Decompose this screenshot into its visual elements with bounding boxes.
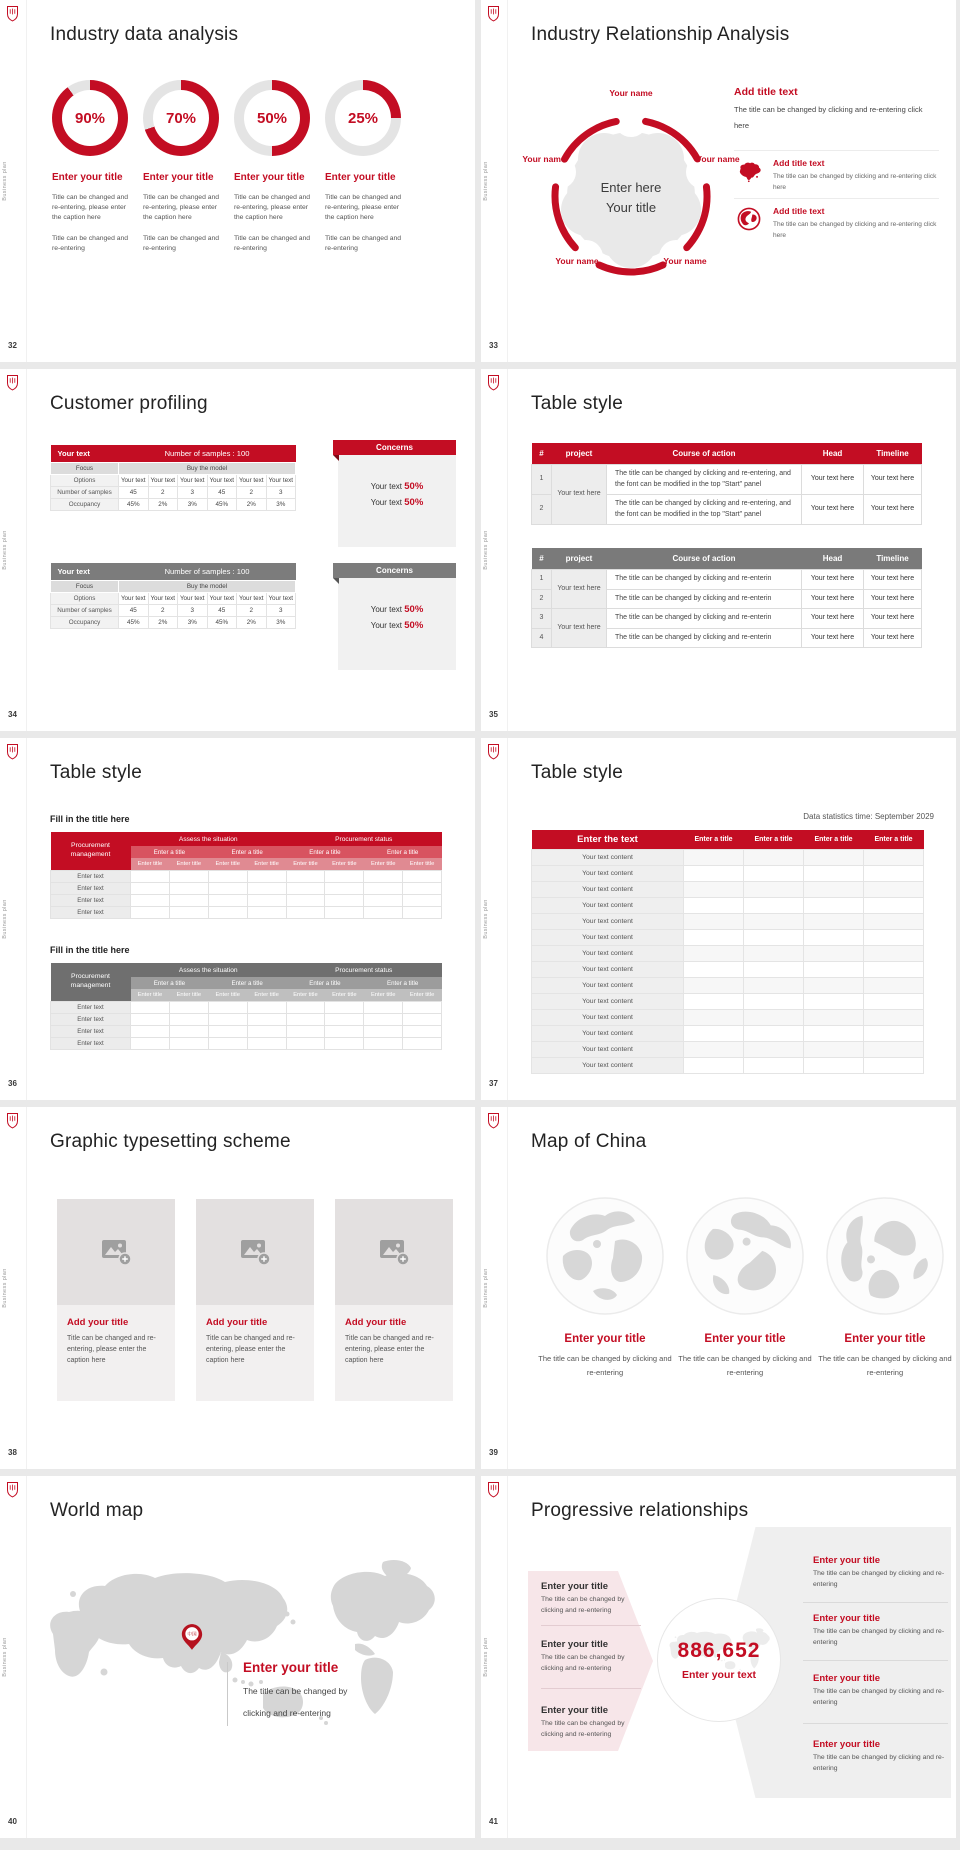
item-caption: The title can be changed by clicking and re-entering (541, 1654, 625, 1672)
empty-cell (804, 978, 864, 994)
empty-cell (744, 1042, 804, 1058)
data-table (531, 830, 924, 1074)
item-caption: The title can be changed by clicking and re-entering click here (773, 221, 937, 240)
empty-cell (804, 1058, 864, 1074)
globe-icon (737, 207, 761, 231)
empty-cell (684, 1026, 744, 1042)
empty-cell (804, 930, 864, 946)
card-text (335, 1305, 453, 1401)
center-line1: Enter here (600, 180, 662, 195)
image-placeholder (57, 1199, 175, 1305)
row-label: Your text content (532, 882, 684, 898)
card-title: Add your title (345, 1317, 407, 1328)
vertical-brand-label: Business plan (2, 899, 8, 939)
item-caption: Title can be changed and re-entering (234, 234, 311, 252)
empty-cell (744, 946, 804, 962)
donut-item (234, 80, 310, 254)
item-caption: The title can be changed by clicking and re-entering click here (773, 173, 937, 192)
item-title: Enter your title (541, 1705, 609, 1716)
empty-cell (744, 1010, 804, 1026)
empty-cell (744, 882, 804, 898)
vertical-brand-label: Business plan (483, 530, 489, 570)
cell: Number of samples (51, 487, 119, 499)
empty-cell (864, 1058, 924, 1074)
empty-cell (804, 994, 864, 1010)
empty-cell (864, 946, 924, 962)
item-title: Enter your title (564, 1333, 646, 1345)
empty-cell (864, 850, 924, 866)
shield-emblem-icon (487, 1481, 500, 1498)
slide-number: 38 (8, 1448, 17, 1457)
empty-cell (864, 1010, 924, 1026)
item-title: Enter your title (234, 172, 305, 183)
slide-39-thumbnail[interactable] (481, 1107, 956, 1469)
column-header: Enter a title (744, 830, 804, 850)
empty-cell (864, 914, 924, 930)
shield-emblem-icon (6, 374, 19, 391)
empty-cell (684, 866, 744, 882)
row-label: Your text content (532, 866, 684, 882)
divider (734, 150, 939, 151)
empty-cell (864, 930, 924, 946)
callout-body (338, 578, 456, 670)
globe-item (675, 1333, 815, 1381)
callout-line: Your text 50% (370, 620, 424, 631)
vertical-brand-label: Business plan (483, 161, 489, 201)
column-header: Enter a title (684, 830, 744, 850)
vertical-brand-label: Business plan (2, 530, 8, 570)
item-title: Enter your title (325, 172, 396, 183)
empty-cell (744, 994, 804, 1010)
card-text (196, 1305, 314, 1401)
empty-cell (864, 882, 924, 898)
row-label: Your text content (532, 994, 684, 1010)
empty-cell (804, 882, 864, 898)
list-item (813, 1555, 948, 1590)
pin-label: 中国 (187, 1631, 197, 1637)
add-image-icon (377, 1237, 411, 1267)
node-label: Your name (696, 154, 740, 164)
divider (26, 0, 27, 362)
empty-cell (804, 850, 864, 866)
card-caption: Title can be changed and re-entering, please enter the caption here (345, 1335, 434, 1364)
corner-header: Procurement management (51, 963, 131, 1002)
row-label: Your text content (532, 1010, 684, 1026)
cell: Options (51, 475, 119, 487)
donut-percent: 70% (153, 90, 209, 146)
section-title: Add title text (734, 86, 798, 98)
location-pin-icon (180, 1622, 204, 1652)
node-label: Your name (663, 256, 707, 266)
add-image-icon (238, 1237, 272, 1267)
shield-emblem-icon (6, 5, 19, 22)
empty-cell (864, 866, 924, 882)
globe-illustration (545, 1196, 665, 1316)
table-header: Your text (51, 563, 119, 581)
action-table-gray: # project Course of action Head Timeline 1 Your text here The title can be changed by clicking and re-enterin Your text here Your text here 2 The title can be changed by clicking and re-enterin Your text here Your text here 3 Your text here The title can be changed by clicking and re-enterin Your text here Your text here 4 The title can be changed by clicking and re-enterin Your text here Your text here (531, 548, 922, 648)
empty-cell (684, 930, 744, 946)
column-header: project (552, 443, 607, 465)
donut-item (52, 80, 128, 254)
column-header: Timeline (864, 443, 922, 465)
empty-cell (864, 1042, 924, 1058)
item-caption: Title can be changed and re-entering, please enter the caption here (234, 194, 311, 222)
center-line2: Your title (605, 200, 657, 216)
divider (26, 369, 27, 731)
add-image-icon (99, 1237, 133, 1267)
vertical-brand-label: Business plan (483, 899, 489, 939)
item-title: Enter your title (52, 172, 123, 183)
callout-ribbon: Concerns (333, 563, 456, 578)
list-item (541, 1705, 647, 1740)
world-map-illustration (25, 1556, 455, 1746)
divider (507, 1107, 508, 1469)
donut-percent: 50% (244, 90, 300, 146)
donut-item (325, 80, 401, 254)
donut-chart-row (52, 80, 401, 254)
page-title: Table style (531, 762, 623, 783)
item-caption: The title can be changed by clicking and re-entering (818, 1354, 952, 1378)
column-header: Course of action (607, 548, 802, 570)
column-header: project (552, 548, 607, 570)
china-map-icon (734, 160, 764, 184)
shield-emblem-icon (487, 5, 500, 22)
empty-cell (684, 882, 744, 898)
item-title: Enter your title (541, 1581, 609, 1592)
empty-cell (744, 962, 804, 978)
callout-caption-line: The title can be changed by (243, 1686, 348, 1696)
callout-line: Your text 50% (370, 497, 424, 508)
slide-number: 32 (8, 341, 17, 350)
shield-emblem-icon (6, 1112, 19, 1129)
globe-illustration (685, 1196, 805, 1316)
item-caption: The title can be changed by clicking and re-entering (678, 1354, 812, 1378)
page-title: Industry Relationship Analysis (531, 24, 790, 45)
empty-cell (864, 898, 924, 914)
column-header: Course of action (607, 443, 802, 465)
statistic-label: Enter your text (681, 1669, 757, 1681)
donut-item (143, 80, 219, 254)
divider (26, 738, 27, 1100)
column-header: Head (802, 443, 864, 465)
list-item (813, 1673, 948, 1708)
empty-cell (804, 1026, 864, 1042)
page-title: Map of China (531, 1131, 647, 1152)
divider (507, 1476, 508, 1838)
section-caption: The title can be changed by clicking and re-entering click here (734, 105, 923, 130)
concerns-callout-gray (338, 563, 456, 670)
item-caption: Title can be changed and re-entering (52, 234, 129, 252)
table-header: Number of samples : 100 (119, 563, 296, 581)
item-caption: Title can be changed and re-entering, please enter the caption here (325, 194, 402, 222)
shield-emblem-icon (487, 743, 500, 760)
empty-cell (684, 1058, 744, 1074)
samples-table-red: Your text Number of samples : 100 Focus Buy the model Options Your text Your text Your text Your text Your text Your text Number of samples 45 2 3 45 2 3 Occupancy 45% 2% 3% 45% 2% 3% (50, 445, 296, 511)
slide-number: 41 (489, 1817, 498, 1826)
item-title: Add title text (773, 158, 825, 168)
column-header: Enter a title (804, 830, 864, 850)
list-item (541, 1639, 647, 1674)
item-title: Enter your title (143, 172, 214, 183)
list-item (813, 1739, 948, 1774)
divider (803, 1660, 948, 1661)
empty-cell (744, 1058, 804, 1074)
item-caption: The title can be changed by clicking and re-entering (813, 1570, 945, 1588)
empty-cell (744, 898, 804, 914)
divider (803, 1723, 948, 1724)
shield-emblem-icon (6, 1481, 19, 1498)
image-card (335, 1199, 453, 1401)
list-item (773, 206, 941, 241)
globe-item (535, 1333, 675, 1381)
slide-37-thumbnail[interactable] (481, 738, 956, 1100)
cell: Focus (51, 463, 119, 475)
empty-cell (804, 1010, 864, 1026)
page-title: Table style (50, 762, 142, 783)
item-caption: The title can be changed by clicking and re-entering (541, 1720, 625, 1738)
slide-32-thumbnail[interactable] (0, 0, 475, 362)
empty-cell (804, 946, 864, 962)
card-text (57, 1305, 175, 1401)
empty-cell (684, 962, 744, 978)
callout-line: Your text 50% (370, 481, 424, 492)
card-caption: Title can be changed and re-entering, please enter the caption here (206, 1335, 295, 1364)
section-heading: Fill in the title here (50, 945, 130, 955)
vertical-brand-label: Business plan (2, 1268, 8, 1308)
item-title: Enter your title (704, 1333, 786, 1345)
row-label: Your text content (532, 930, 684, 946)
callout-connector (227, 1662, 228, 1726)
empty-cell (684, 994, 744, 1010)
page-title: Customer profiling (50, 393, 208, 414)
item-caption: The title can be changed by clicking and re-entering (541, 1596, 625, 1614)
empty-cell (684, 1010, 744, 1026)
divider (507, 738, 508, 1100)
callout-body (338, 455, 456, 547)
item-caption: The title can be changed by clicking and re-entering (538, 1354, 672, 1378)
slide-34-thumbnail[interactable] (0, 369, 475, 731)
empty-cell (864, 1026, 924, 1042)
image-placeholder (196, 1199, 314, 1305)
vertical-brand-label: Business plan (483, 1268, 489, 1308)
section-heading: Fill in the title here (50, 814, 130, 824)
row-label: Your text content (532, 946, 684, 962)
slide-number: 35 (489, 710, 498, 719)
vertical-brand-label: Business plan (483, 1637, 489, 1677)
row-label: Your text content (532, 978, 684, 994)
donut-chart (143, 80, 219, 156)
row-label: Your text content (532, 1042, 684, 1058)
shield-emblem-icon (487, 1112, 500, 1129)
empty-cell (744, 866, 804, 882)
cell: Occupancy (51, 499, 119, 511)
page-title: World map (50, 1500, 144, 1521)
procurement-table-red: Procurement management Assess the situation Procurement status Enter a title Enter a title Enter a title Enter a title Enter title Enter title Enter title Enter title Enter title Enter title Enter title Enter title Enter text Enter text Enter text Enter text (50, 832, 442, 919)
empty-cell (684, 914, 744, 930)
empty-cell (804, 866, 864, 882)
divider (507, 369, 508, 731)
image-placeholder (335, 1199, 453, 1305)
row-label: Your text content (532, 1026, 684, 1042)
shield-emblem-icon (487, 374, 500, 391)
donut-percent: 25% (335, 90, 391, 146)
statistic-value: 886,652 (677, 1639, 761, 1662)
empty-cell (684, 850, 744, 866)
page-title: Graphic typesetting scheme (50, 1131, 291, 1152)
row-label: Your text content (532, 914, 684, 930)
empty-cell (684, 946, 744, 962)
list-item (541, 1581, 647, 1616)
item-title: Enter your title (813, 1673, 881, 1684)
empty-cell (744, 850, 804, 866)
donut-chart (325, 80, 401, 156)
procurement-table-gray: Procurement management Assess the situation Procurement status Enter a title Enter a title Enter a title Enter a title Enter title Enter title Enter title Enter title Enter title Enter title Enter title Enter title Enter text Enter text Enter text Enter text (50, 963, 442, 1050)
page-title: Progressive relationships (531, 1500, 749, 1521)
diagram-center-text (571, 178, 691, 218)
column-header: Timeline (864, 548, 922, 570)
empty-cell (804, 914, 864, 930)
slide-number: 36 (8, 1079, 17, 1088)
slide-38-thumbnail[interactable] (0, 1107, 475, 1469)
empty-cell (744, 930, 804, 946)
empty-cell (804, 962, 864, 978)
page-title: Table style (531, 393, 623, 414)
divider (803, 1602, 948, 1603)
row-label: Your text content (532, 850, 684, 866)
vertical-brand-label: Business plan (2, 161, 8, 201)
node-label: Your name (609, 88, 653, 98)
slide-35-thumbnail[interactable] (481, 369, 956, 731)
slide-40-thumbnail[interactable] (0, 1476, 475, 1838)
item-title: Enter your title (541, 1639, 609, 1650)
image-card (196, 1199, 314, 1401)
callout-title: Enter your title (243, 1660, 339, 1675)
item-title: Enter your title (844, 1333, 926, 1345)
empty-cell (684, 1042, 744, 1058)
empty-cell (864, 962, 924, 978)
slide-number: 33 (489, 341, 498, 350)
item-caption: Title can be changed and re-entering (143, 234, 220, 252)
donut-percent: 90% (62, 90, 118, 146)
donut-chart (234, 80, 310, 156)
column-header: Enter a title (864, 830, 924, 850)
slide-number: 37 (489, 1079, 498, 1088)
globe-item (815, 1333, 955, 1381)
slide-number: 39 (489, 1448, 498, 1457)
column-header: Enter the text (532, 830, 684, 850)
column-header: Head (802, 548, 864, 570)
card-title: Add your title (67, 1317, 129, 1328)
column-header: # (532, 548, 552, 570)
empty-cell (864, 978, 924, 994)
card-caption: Title can be changed and re-entering, please enter the caption here (67, 1335, 156, 1364)
samples-table-gray: Your text Number of samples : 100 Focus Buy the model Options Your text Your text Your text Your text Your text Your text Number of samples 45 2 3 45 2 3 Occupancy 45% 2% 3% 45% 2% 3% (50, 563, 296, 629)
item-caption: Title can be changed and re-entering, please enter the caption here (52, 194, 129, 222)
item-caption: Title can be changed and re-entering, please enter the caption here (143, 194, 220, 222)
divider (541, 1625, 641, 1626)
node-label: Your name (555, 256, 599, 266)
divider (734, 198, 939, 199)
slide-number: 40 (8, 1817, 17, 1826)
row-label: Your text content (532, 898, 684, 914)
item-caption: The title can be changed by clicking and re-entering (813, 1688, 945, 1706)
empty-cell (864, 994, 924, 1010)
item-title: Enter your title (813, 1555, 881, 1566)
slide-41-thumbnail[interactable] (481, 1476, 956, 1838)
column-header: # (532, 443, 552, 465)
item-caption: Title can be changed and re-entering (325, 234, 402, 252)
list-item (773, 158, 941, 193)
item-caption: The title can be changed by clicking and re-entering (813, 1628, 945, 1646)
list-item (813, 1613, 948, 1648)
cell: Buy the model (119, 463, 296, 475)
row-label: Your text content (532, 1058, 684, 1074)
callout-ribbon: Concerns (333, 440, 456, 455)
table-header: Your text (51, 445, 119, 463)
shield-emblem-icon (6, 743, 19, 760)
empty-cell (744, 1026, 804, 1042)
divider (26, 1107, 27, 1469)
empty-cell (744, 978, 804, 994)
callout-line: Your text 50% (370, 604, 424, 615)
item-title: Enter your title (813, 1613, 881, 1624)
statistics-note: Data statistics time: September 2029 (803, 812, 934, 821)
callout-caption-line: clicking and re-entering (243, 1708, 331, 1718)
empty-cell (804, 1042, 864, 1058)
item-title: Add title text (773, 206, 825, 216)
globe-illustration (825, 1196, 945, 1316)
node-label: Your name (522, 154, 566, 164)
empty-cell (744, 914, 804, 930)
concerns-callout-red (338, 440, 456, 547)
card-title: Add your title (206, 1317, 268, 1328)
action-table-red: # project Course of action Head Timeline 1 Your text here The title can be changed by clicking and re-entering, and the font can be modified in the top "Start" panel Your text here Your text here 2 The title can be changed by clicking and re-entering, and the font can be modified in the top "Start" panel Your text here Your text here (531, 443, 922, 525)
row-label: Your text content (532, 962, 684, 978)
empty-cell (684, 898, 744, 914)
corner-header: Procurement management (51, 832, 131, 871)
slide-33-thumbnail[interactable] (481, 0, 956, 362)
empty-cell (684, 978, 744, 994)
vertical-brand-label: Business plan (2, 1637, 8, 1677)
divider (541, 1688, 641, 1689)
page-title: Industry data analysis (50, 24, 239, 45)
image-card (57, 1199, 175, 1401)
center-statistic-circle (657, 1598, 781, 1722)
item-caption: The title can be changed by clicking and re-entering (813, 1754, 945, 1772)
slide-number: 34 (8, 710, 17, 719)
empty-cell (804, 898, 864, 914)
item-title: Enter your title (813, 1739, 881, 1750)
slide-36-thumbnail[interactable] (0, 738, 475, 1100)
donut-chart (52, 80, 128, 156)
table-header: Number of samples : 100 (119, 445, 296, 463)
